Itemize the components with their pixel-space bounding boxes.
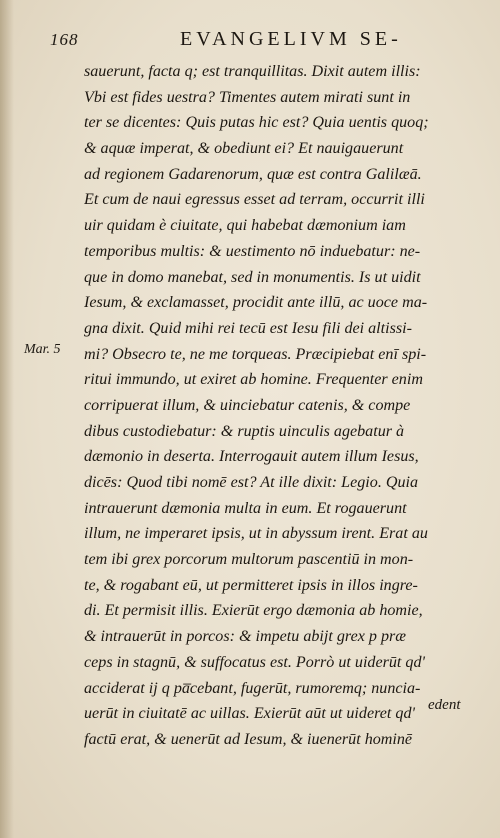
page-header [50, 18, 470, 52]
text-line: gna dixit. Quid mihi rei tecū est Iesu fili dei altissi- [84, 319, 412, 337]
text-line: intrauerunt dæmonia multa in eum. Et rogauerunt [84, 499, 407, 517]
text-line: Et cum de naui egressus esset ad terram, occurrit illi [84, 191, 425, 209]
text-line: Iesum, & exclamasset, procidit ante illū, ac uoce ma- [84, 294, 428, 312]
text-line: acciderat ij q pa̅cebant, fugerūt, rumoremq; nuncia- [84, 679, 421, 697]
text-line: temporibus multis: & uestimento nō induebatur: ne- [84, 242, 421, 260]
running-head: EVANGELIVM SE- [180, 28, 402, 50]
text-line: factū erat, & uenerūt ad Iesum, & iuenerūt hominē [84, 730, 413, 748]
text-line: tem ibi grex porcorum multorum pascentiū in mon- [84, 551, 414, 569]
text-line: dibus custodiebatur: & ruptis uinculis agebatur à [84, 422, 405, 440]
text-line: ter se dicentes: Quis putas hic est? Quia uentis quoq; [84, 114, 429, 132]
text-line: ceps in stagnū, & suffocatus est. Porrò ut uiderūt qd' [84, 653, 425, 671]
margin-note: Mar. 5 [24, 342, 61, 357]
text-line: que in domo manebat, sed in monumentis. Is ut uidit [84, 268, 421, 286]
text-line: & intrauerūt in porcos: & impetu abijt grex p præ [84, 628, 407, 646]
catchword: edent [428, 697, 461, 713]
text-line: Vbi est fides uestra? Timentes autem mirati sunt in [84, 88, 411, 106]
text-line: uir quidam è ciuitate, qui habebat dæmonium iam [84, 217, 406, 235]
text-line: illum, ne imperaret ipsis, ut in abyssum irent. Erat au [84, 525, 428, 543]
text-line: uerūt in ciuitatē ac uillas. Exierūt aūt ut uideret qd' [84, 705, 415, 723]
text-line: corripuerat illum, & uinciebatur catenis, & compe [84, 396, 411, 414]
text-block [84, 59, 484, 753]
page-number: 168 [50, 30, 79, 49]
text-line: sauerunt, facta q; est tranquillitas. Dixit autem illis: [84, 63, 421, 80]
text-line: & aquæ imperat, & obediunt ei? Et nauigauerunt [84, 140, 404, 158]
text-line: te, & rogabant eū, ut permitteret ipsis in illos ingre- [84, 576, 418, 594]
text-line: ad regionem Gadarenorum, quæ est contra Galilæā. [84, 165, 422, 183]
text-line: dæmonio in deserta. Interrogauit autem illum Iesus, [84, 448, 419, 466]
text-line: dicēs: Quod tibi nomē est? At ille dixit: Legio. Quia [84, 474, 419, 491]
text-line: ritui immundo, ut exiret ab homine. Frequenter enim [84, 371, 423, 389]
text-line: mi? Obsecro te, ne me torqueas. Præcipiebat enī spi- [84, 345, 427, 363]
text-line: di. Et permisit illis. Exierūt ergo dæmonia ab homie, [84, 602, 423, 620]
